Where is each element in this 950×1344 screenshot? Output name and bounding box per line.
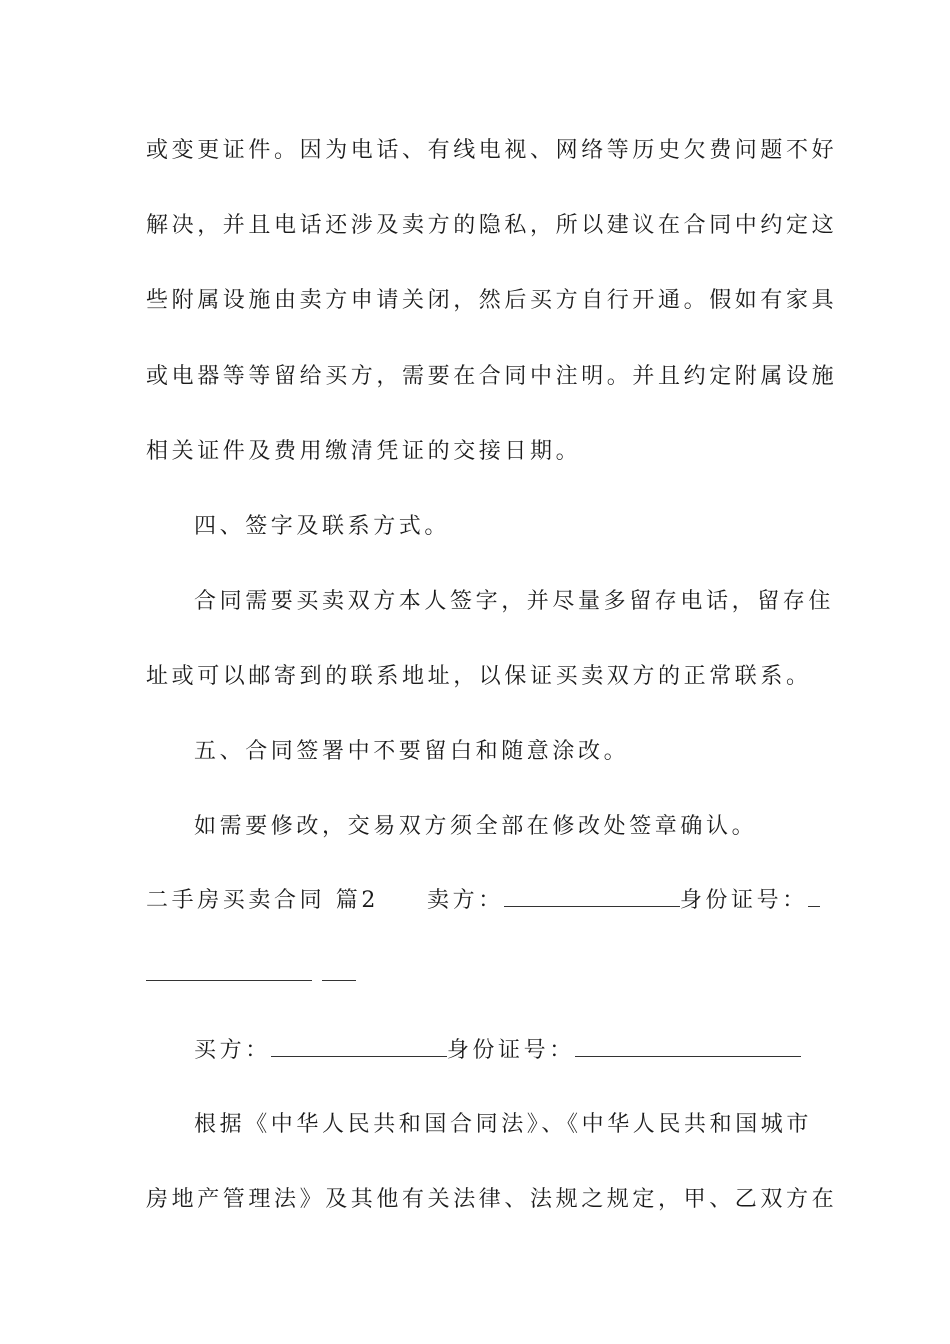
seller-id-blank	[322, 960, 356, 981]
paragraph-line: 房地产管理法》及其他有关法律、法规之规定，甲、乙双方在	[146, 1187, 838, 1212]
seller-id-label: 身份证号：	[679, 888, 808, 913]
paragraph-line: 址或可以邮寄到的联系地址，以保证买卖双方的正常联系。	[146, 664, 812, 689]
buyer-line	[194, 1036, 801, 1066]
paragraph-line: 合同需要买卖双方本人签字，并尽量多留存电话，留存住	[194, 589, 835, 614]
seller-id-blank	[146, 960, 312, 981]
seller-id-blank	[808, 886, 820, 907]
buyer-id-blank	[575, 1036, 801, 1057]
contract2-title: 二手房买卖合同 篇2	[146, 888, 379, 913]
paragraph-line: 根据《中华人民共和国合同法》、《中华人民共和国城市	[194, 1112, 813, 1137]
seller-name-blank	[504, 886, 680, 907]
paragraph-line: 些附属设施由卖方申请关闭，然后买方自行开通。假如有家具	[146, 288, 838, 313]
buyer-id-label: 身份证号：	[446, 1038, 575, 1063]
seller-label: 卖方：	[427, 888, 504, 913]
seller-id-blank-continued	[146, 960, 356, 990]
paragraph-line: 相关证件及费用缴清凭证的交接日期。	[146, 439, 582, 464]
section-heading-4: 四、签字及联系方式。	[194, 514, 451, 539]
paragraph-line: 或电器等等留给买方，需要在合同中注明。并且约定附属设施	[146, 364, 838, 389]
section-heading-5: 五、合同签署中不要留白和随意涂改。	[194, 739, 630, 764]
buyer-name-blank	[271, 1036, 447, 1057]
contract2-header-line	[146, 886, 820, 916]
paragraph-line: 或变更证件。因为电话、有线电视、网络等历史欠费问题不好	[146, 138, 838, 163]
buyer-label: 买方：	[194, 1038, 271, 1063]
paragraph-line: 解决，并且电话还涉及卖方的隐私，所以建议在合同中约定这	[146, 213, 838, 238]
paragraph-line: 如需要修改，交易双方须全部在修改处签章确认。	[194, 814, 758, 839]
